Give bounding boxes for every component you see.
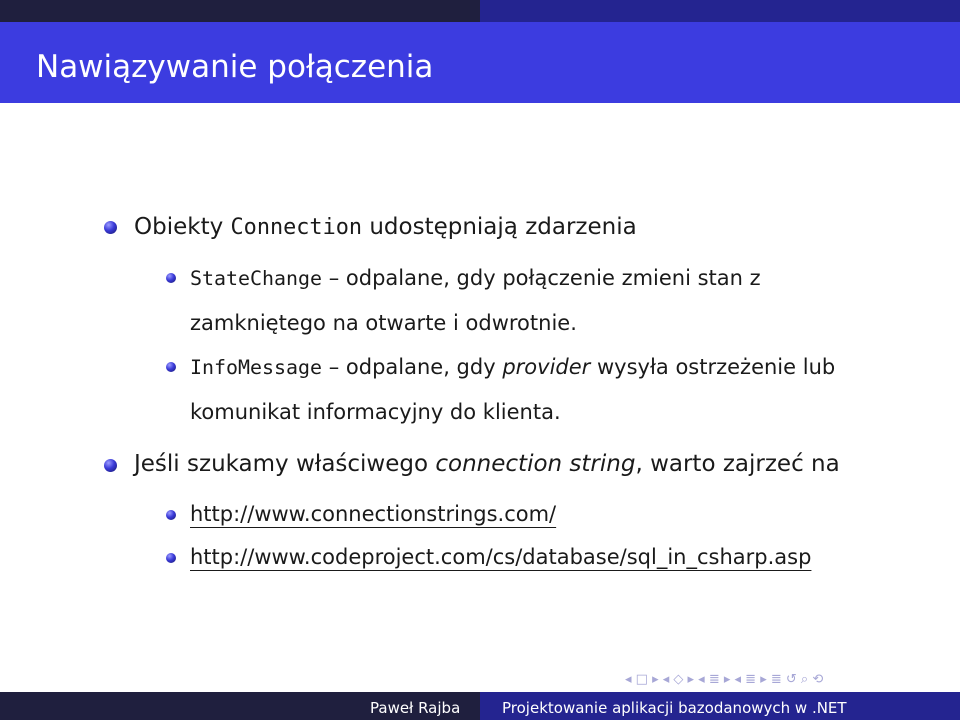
link-connectionstrings[interactable]: http://www.connectionstrings.com/	[190, 502, 557, 526]
sub-bullet-infomessage-line2: komunikat informacyjny do klienta.	[190, 400, 561, 424]
sub-bullet-statechange	[190, 268, 761, 289]
sub-bullet-dot	[166, 273, 176, 283]
text: – odpalane, gdy połączenie zmieni stan z	[322, 266, 761, 290]
link-codeproject[interactable]: http://www.codeproject.com/cs/database/sql_in_csharp.asp	[190, 545, 812, 569]
top-strip-right	[480, 0, 960, 22]
text: – odpalane, gdy	[322, 355, 503, 379]
sub-bullet-dot	[166, 553, 176, 563]
italic-provider: provider	[502, 355, 591, 379]
footer-course: Projektowanie aplikacji bazodanowych w .NET	[502, 699, 847, 717]
footer-right	[480, 692, 960, 720]
code-statechange: StateChange	[190, 266, 323, 290]
top-strip-left	[0, 0, 480, 22]
text: Jeśli szukamy właściwego	[134, 451, 436, 477]
footer-left	[0, 692, 480, 720]
top-decor-strip	[0, 0, 960, 22]
sub-bullet-statechange-line2: zamkniętego na otwarte i odwrotnie.	[190, 311, 577, 335]
beamer-navigation-symbols[interactable]: ◂ □ ▸ ◂ ◇ ▸ ◂ ≣ ▸ ◂ ≣ ▸ ≣ ↺ ⌕ ⟲	[625, 672, 824, 687]
bullet-connection-events	[134, 216, 637, 239]
sub-bullet-link-1	[190, 504, 556, 525]
footer-author: Paweł Rajba	[370, 699, 461, 717]
sub-bullet-dot	[166, 362, 176, 372]
sub-bullet-link-2	[190, 547, 811, 568]
italic-connection-string: connection string	[435, 451, 636, 477]
text: Obiekty	[134, 214, 231, 240]
bullet-connection-string	[134, 453, 840, 476]
bullet-dot	[104, 221, 117, 234]
sub-bullet-dot	[166, 510, 176, 520]
sub-bullet-infomessage	[190, 357, 835, 378]
text: wysyła ostrzeżenie lub	[590, 355, 836, 379]
bullet-dot	[104, 459, 117, 472]
code-infomessage: InfoMessage	[190, 355, 323, 379]
text: , warto zajrzeć na	[635, 451, 840, 477]
text: udostępniają zdarzenia	[362, 214, 637, 240]
slide-title: Nawiązywanie połączenia	[36, 49, 434, 85]
code-connection: Connection	[230, 215, 363, 240]
footer	[0, 692, 960, 720]
